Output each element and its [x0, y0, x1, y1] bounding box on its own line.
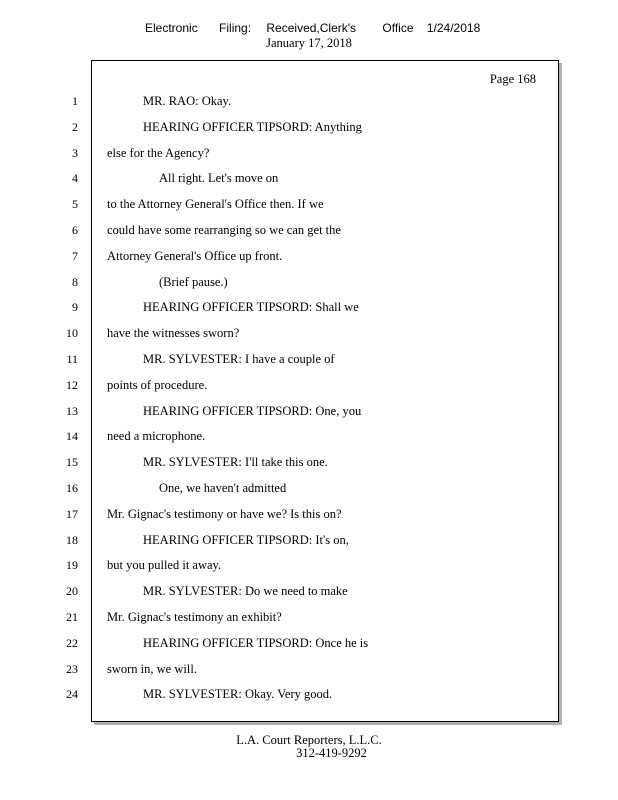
- line-text: HEARING OFFICER TIPSORD: One, you: [143, 404, 362, 418]
- line-number: 20: [66, 584, 78, 598]
- line-text: else for the Agency?: [107, 146, 210, 160]
- stamp-electronic: Electronic: [145, 21, 198, 35]
- line-text: MR. SYLVESTER: Do we need to make: [143, 584, 348, 598]
- line-number: 21: [66, 610, 78, 624]
- line-number: 6: [72, 223, 78, 237]
- line-text: MR. SYLVESTER: I have a couple of: [143, 352, 335, 366]
- transcript-date: January 17, 2018: [266, 36, 352, 50]
- line-number: 23: [66, 662, 78, 676]
- line-number: 15: [66, 455, 78, 469]
- stamp-office: Office: [382, 21, 414, 35]
- stamp-filing: Filing:: [219, 21, 252, 35]
- footer-company: L.A. Court Reporters, L.L.C.: [236, 733, 382, 747]
- line-text: but you pulled it away.: [107, 558, 222, 572]
- line-number: 4: [72, 171, 78, 185]
- line-text: points of procedure.: [107, 378, 208, 392]
- line-text: MR. SYLVESTER: Okay. Very good.: [143, 687, 333, 701]
- line-number: 22: [66, 636, 78, 650]
- line-text: could have some rearranging so we can get the: [107, 223, 341, 237]
- line-number: 12: [66, 378, 78, 392]
- line-number: 3: [72, 146, 78, 160]
- line-number: 19: [66, 558, 78, 572]
- line-text: All right. Let's move on: [159, 171, 279, 185]
- line-text: HEARING OFFICER TIPSORD: Anything: [143, 120, 362, 134]
- line-number: 14: [66, 429, 78, 443]
- line-number: 5: [72, 197, 78, 211]
- line-number: 24: [66, 687, 78, 701]
- line-number: 16: [66, 481, 78, 495]
- line-text: HEARING OFFICER TIPSORD: It's on,: [143, 533, 349, 547]
- line-text: need a microphone.: [107, 429, 206, 443]
- line-number: 9: [72, 300, 78, 314]
- line-text: One, we haven't admitted: [159, 481, 287, 495]
- page-number: Page 168: [489, 72, 536, 86]
- stamp-received: Received,Clerk's: [266, 21, 357, 35]
- line-number: 1: [72, 94, 78, 108]
- line-text: MR. SYLVESTER: I'll take this one.: [143, 455, 328, 469]
- line-number: 7: [72, 249, 78, 263]
- line-number: 10: [66, 326, 78, 340]
- line-number: 13: [66, 404, 78, 418]
- line-text: sworn in, we will.: [107, 662, 197, 676]
- line-text: Mr. Gignac's testimony or have we? Is this on?: [107, 507, 342, 521]
- line-text: Attorney General's Office up front.: [107, 249, 283, 263]
- line-number: 18: [66, 533, 78, 547]
- line-number: 17: [66, 507, 78, 521]
- line-number: 11: [66, 352, 78, 366]
- line-number: 2: [72, 120, 78, 134]
- line-text: Mr. Gignac's testimony an exhibit?: [107, 610, 282, 624]
- stamp-date: 1/24/2018: [426, 21, 481, 35]
- line-text: to the Attorney General's Office then. If we: [107, 197, 324, 211]
- line-text: HEARING OFFICER TIPSORD: Once he is: [143, 636, 369, 650]
- line-text: MR. RAO: Okay.: [143, 94, 232, 108]
- line-text: have the witnesses sworn?: [107, 326, 240, 340]
- footer-phone: 312-419-9292: [296, 746, 367, 760]
- line-text: HEARING OFFICER TIPSORD: Shall we: [143, 300, 359, 314]
- filing-stamp: [145, 21, 480, 35]
- line-text: (Brief pause.): [159, 275, 228, 289]
- line-number: 8: [72, 275, 78, 289]
